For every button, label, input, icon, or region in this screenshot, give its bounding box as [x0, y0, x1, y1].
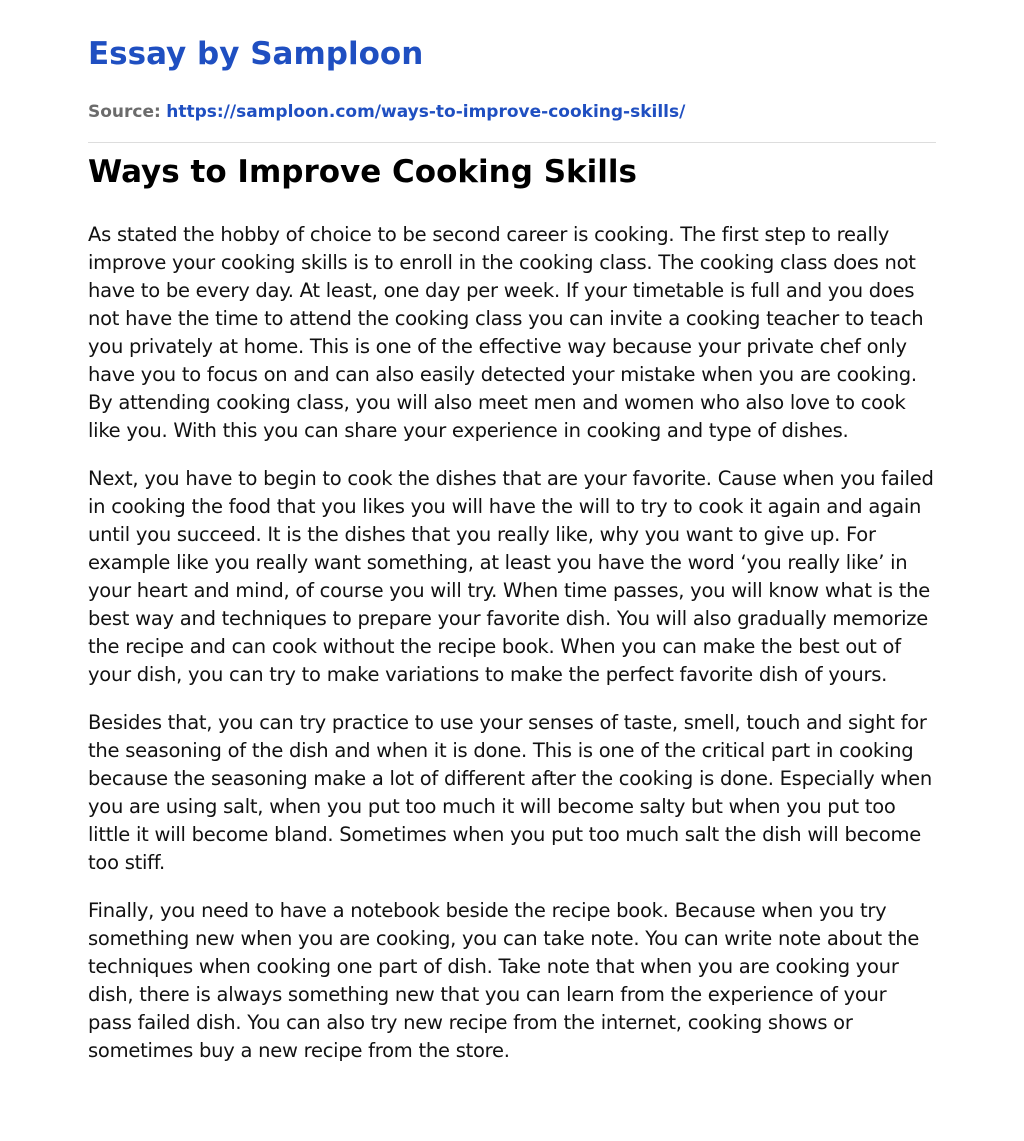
brand-title: Essay by Samploon [88, 36, 424, 72]
source-label: Source: [88, 102, 161, 122]
article-paragraph: Next, you have to begin to cook the dishes that are your favorite. Cause when you failed in cooking the food that you likes you will have the will to try to cook it again and again until you succeed. It is the dishes that you really like, why you want to give up. For example like you really want something, at least you have the word ‘you really like’ in your heart and mind, of course you will try. When time passes, you will know what is the best way and techniques to prepare your favorite dish. You will also gradually memorize the recipe and can cook without the recipe book. When you can make the best out of your dish, you can try to make variations to make the perfect favorite dish of yours. [88, 467, 934, 686]
article-paragraph: As stated the hobby of choice to be second career is cooking. The first step to really improve your cooking skills is to enroll in the cooking class. The cooking class does not have to be every day. At least, one day per week. If your timetable is full and you does not have the time to attend the cooking class you can invite a cooking teacher to teach you privately at home. This is one of the effective way because your private chef only have you to focus on and can also easily detected your mistake when you are cooking. By attending cooking class, you will also meet men and women who also love to cook like you. With this you can share your experience in cooking and type of dishes. [88, 223, 924, 442]
article-body [88, 221, 936, 1085]
source-line [88, 102, 685, 122]
article-title: Ways to Improve Cooking Skills [88, 154, 637, 190]
article-paragraph: Besides that, you can try practice to use your senses of taste, smell, touch and sight for the seasoning of the dish and when it is done. This is one of the critical part in cooking because the seasoning make a lot of different after the cooking is done. Especially when you are using salt, when you put too much it will become salty but when you put too little it will become bland. Sometimes when you put too much salt the dish will become too stiff. [88, 711, 933, 874]
source-link[interactable]: https://samploon.com/ways-to-improve-cooking-skills/ [166, 102, 686, 122]
article-paragraph: Finally, you need to have a notebook beside the recipe book. Because when you try something new when you are cooking, you can take note. You can write note about the techniques when cooking one part of dish. Take note that when you are cooking your dish, there is always something new that you can learn from the experience of your pass failed dish. You can also try new recipe from the internet, cooking shows or sometimes buy a new recipe from the store. [88, 899, 920, 1062]
header-divider [88, 142, 936, 143]
